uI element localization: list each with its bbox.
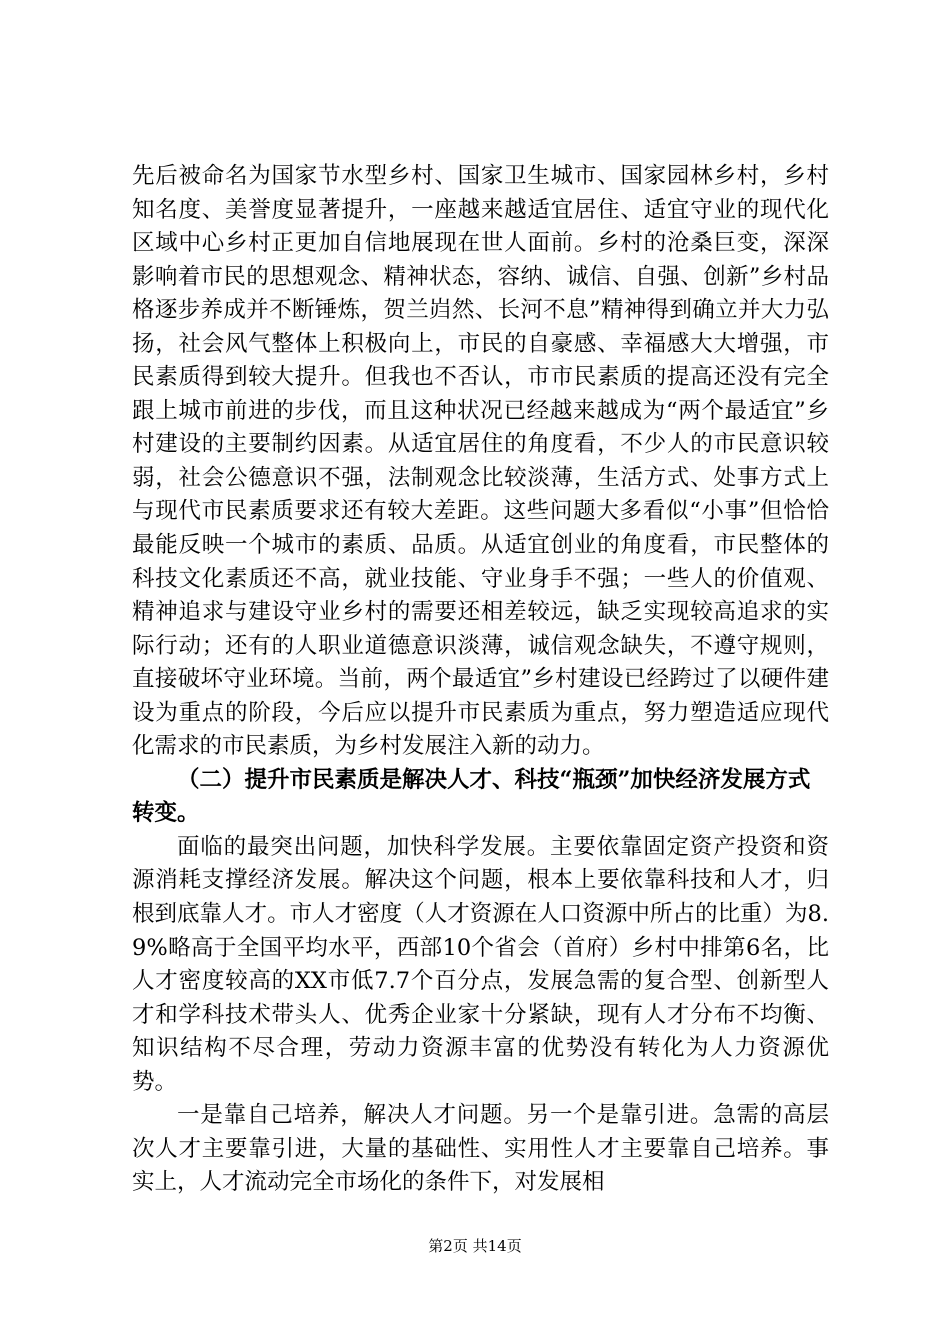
page-footer <box>0 1236 950 1256</box>
body-paragraph: 先后被命名为国家节水型乡村、国家卫生城市、国家园林乡村，乡村知名度、美誉度显著提升，一座越来越适宜居住、适宜守业的现代化区域中心乡村正更加自信地展现在世人面前。乡村的沧桑巨变，深深影响着市民的思想观念、精神状态，容纳、诚信、自强、创新”乡村品格逐步养成并不断锤炼，贺兰岿然、长河不息”精神得到确立并大力弘扬，社会风气整体上积极向上，市民的自豪感、幸福感大大增强，市民素质得到较大提升。但我也不否认，市市民素质的提高还没有完全跟上城市前进的步伐，而且这种状况已经越来越成为“两个最适宜”乡村建设的主要制约因素。从适宜居住的角度看，不少人的市民意识较弱，社会公德意识不强，法制观念比较淡薄，生活方式、处事方式上与现代市民素质要求还有较大差距。这些问题大多看似“小事”但恰恰最能反映一个城市的素质、品质。从适宜创业的角度看，市民整体的科技文化素质还不高，就业技能、守业身手不强；一些人的价值观、精神追求与建设守业乡村的需要还相差较远，缺乏实现较高追求的实际行动；还有的人职业道德意识淡薄，诚信观念缺失，不遵守规则，直接破坏守业环境。当前，两个最适宜”乡村建设已经跨过了以硬件建设为重点的阶段，今后应以提升市民素质为重点，努力塑造适应现代化需求的市民素质，为乡村发展注入新的动力。 <box>132 163 829 760</box>
body-paragraph: 一是靠自己培养，解决人才问题。另一个是靠引进。急需的高层次人才主要靠引进，大量的基础性、实用性人才主要靠自己培养。事实上，人才流动完全市场化的条件下，对发展相 <box>132 1102 829 1196</box>
page-number: 第2页 共14页 <box>428 1237 522 1255</box>
body-paragraph: 面临的最突出问题，加快科学发展。主要依靠固定资产投资和资源消耗支撑经济发展。解决这个问题，根本上要依靠科技和人才，归根到底靠人才。市人才密度（人才资源在人口资源中所占的比重）为8.9%略高于全国平均水平，西部10个省会（首府）乡村中排第6名，比人才密度较高的XX市低7.7个百分点，发展急需的复合型、创新型人才和学科技术带头人、优秀企业家十分紧缺，现有人才分布不均衡、知识结构不尽合理，劳动力资源丰富的优势没有转化为人力资源优势。 <box>132 833 829 1095</box>
document-body <box>132 160 829 1200</box>
section-heading: （二）提升市民素质是解决人才、科技“瓶颈”加快经济发展方式转变。 <box>132 766 811 827</box>
